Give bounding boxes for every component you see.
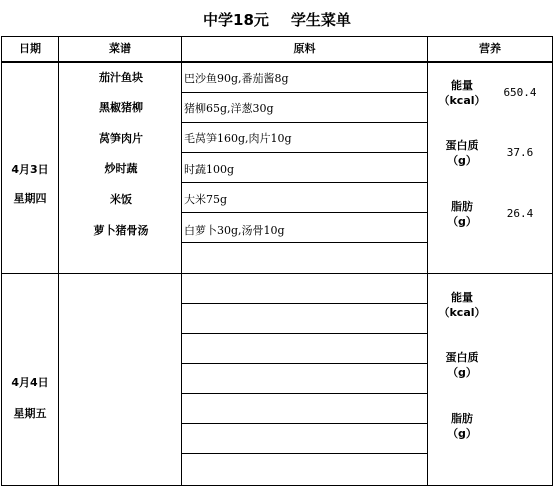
header-date: 日期: [19, 42, 41, 55]
table-border: [1, 36, 553, 37]
fat-unit: （g）: [447, 215, 477, 228]
energy-label-text: 能量: [451, 79, 473, 92]
header-dishes: 菜谱: [109, 42, 131, 55]
table-border: [1, 485, 553, 486]
ingredient-cell: 巴沙鱼90g,番茄酱8g: [184, 72, 289, 85]
header-nutrition: 营养: [479, 42, 501, 55]
energy-label: [432, 78, 492, 108]
table-border: [1, 273, 553, 274]
day1-weekday: 星期四: [13, 192, 47, 205]
table-border: [552, 36, 553, 486]
dish-item: 米饭: [110, 193, 132, 206]
energy-label: [432, 290, 492, 320]
ingredient-row-divider: [181, 423, 427, 424]
table-border: [58, 36, 59, 486]
ingredient-row-divider: [181, 182, 427, 183]
title-sub: 学生菜单: [290, 11, 351, 29]
fat-label-text: 脂肪: [451, 412, 473, 425]
ingredient-row-divider: [181, 122, 427, 123]
protein-label-text: 蛋白质: [445, 139, 479, 152]
protein-label-text: 蛋白质: [445, 351, 479, 364]
fat-label: [432, 411, 492, 441]
dish-item: 萝卜猪骨汤: [93, 224, 149, 237]
fat-label: [432, 199, 492, 229]
fat-label-text: 脂肪: [451, 200, 473, 213]
ingredient-cell: 大米75g: [184, 193, 228, 206]
energy-label-text: 能量: [451, 291, 473, 304]
protein-label: [432, 138, 492, 168]
table-border: [427, 36, 428, 486]
header-ingredients: 原料: [293, 42, 316, 55]
day2-date: 4月4日: [11, 376, 49, 389]
fat-unit: （g）: [447, 427, 477, 440]
energy-unit: （kcal）: [438, 94, 486, 107]
ingredient-row-divider: [181, 152, 427, 153]
ingredient-row-divider: [181, 303, 427, 304]
protein-value: 37.6: [506, 146, 534, 159]
protein-unit: （g）: [447, 366, 477, 379]
ingredient-row-divider: [181, 212, 427, 213]
table-border: [1, 61, 553, 63]
energy-value: 650.4: [503, 86, 537, 99]
document-title: [0, 9, 554, 30]
ingredient-cell: 时蔬100g: [184, 163, 235, 176]
day1-date: 4月3日: [11, 163, 49, 176]
ingredient-row-divider: [181, 242, 427, 243]
ingredient-row-divider: [181, 333, 427, 334]
ingredient-cell: 毛莴笋160g,肉片10g: [184, 132, 292, 145]
dish-item: 炒时蔬: [104, 162, 138, 175]
protein-unit: （g）: [447, 154, 477, 167]
dish-item: 茄汁鱼块: [99, 71, 143, 84]
ingredient-row-divider: [181, 363, 427, 364]
dish-item: 莴笋肉片: [99, 132, 143, 145]
ingredient-row-divider: [181, 92, 427, 93]
day2-weekday: 星期五: [13, 407, 47, 420]
fat-value: 26.4: [506, 207, 534, 220]
dish-item: 黑椒猪柳: [99, 101, 143, 114]
ingredient-cell: 白萝卜30g,汤骨10g: [184, 224, 285, 237]
ingredient-row-divider: [181, 393, 427, 394]
ingredient-cell: 猪柳65g,洋葱30g: [184, 102, 274, 115]
ingredient-row-divider: [181, 453, 427, 454]
protein-label: [432, 350, 492, 380]
energy-unit: （kcal）: [438, 306, 486, 319]
title-main: 中学18元: [203, 11, 269, 29]
